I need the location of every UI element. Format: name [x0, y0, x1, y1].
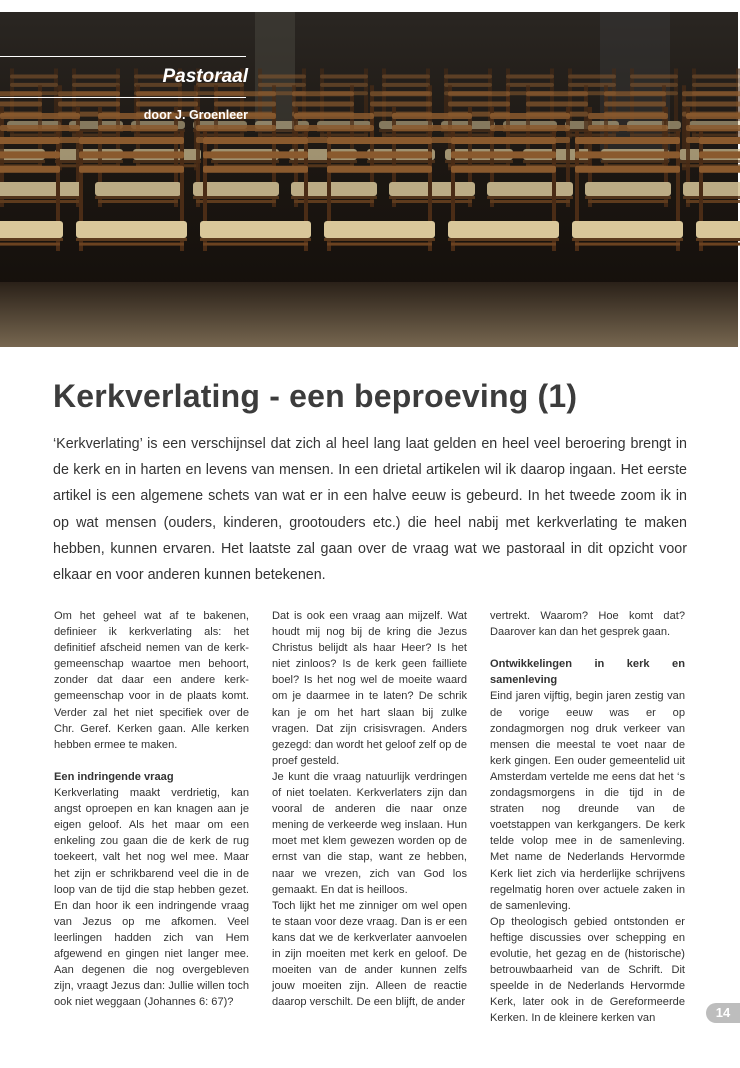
page-number: 14 [706, 1003, 740, 1023]
header-rule-top [0, 56, 246, 57]
paragraph: Om het geheel wat af te bakenen, definieer ik kerkverlating als: het definitief afscheid nemen van de kerkgemeenschap waartoe men behoort, zonder dat daar een andere kerkgemeenschap voor in de plaats komt. Verder zal het niet specifiek over de Chr. Geref. Kerken gaan. Alle kerken hebben ermee te maken. [54, 610, 249, 751]
author-byline: door J. Groenleer [143, 108, 248, 122]
article-title: Kerkverlating - een beproeving (1) [53, 378, 578, 414]
paragraph: vertrekt. Waarom? Hoe komt dat? Daarover kan dan het gesprek gaan. [490, 610, 685, 639]
subheading-ontwikkelingen: Ontwikkelingen in kerk en samenleving [490, 658, 685, 687]
paragraph: Toch lijkt het me zinniger om wel open te staan voor deze vraag. Dan is er een kans dat we de kerkverlater aanvoelen in zijn moeiten met kerk en geloof. De moeiten van de ander kunnen zelfs jouw moeiten zijn. Alleen de reactie daarop verschilt. De een blijft, de ander [272, 899, 467, 1009]
paragraph: Kerkverlating maakt verdrietig, kan angst oproepen en kan knagen aan je eigen geloof. Als het maar om een enkeling zou gaan die de kerk de rug toekeert, valt het nog wel mee. Maar het zijn er schrikbarend veel die in de loop van de tijd die stap hebben gezet. En dan hoor ik een indringende vraag van Jezus op me afkomen. Veel leerlingen hadden zich van Hem afgewend en gingen niet langer mee. Aan degenen die nog overgebleven zijn, vraagt Jezus dan: Jullie willen toch ook niet weggaan (Johannes 6: 67)? [54, 787, 249, 1009]
text-column-2 [272, 608, 467, 1013]
subheading-indringende-vraag: Een indringende vraag [54, 770, 174, 783]
text-column-1 [54, 608, 249, 1013]
paragraph: Eind jaren vijftig, begin jaren zestig van de vorige eeuw was er op zondagmorgen nog druk verkeer van mensen die meestal te voet naar de kerk gingen. Een ouder gemeentelid uit Amsterdam vertelde me eens dat het ‘s zondagsmorgens in die tijd in de straten nog dreunde van de voetstappen van kerkgangers. De kerk telde volop mee in de samenleving. Met name de Nederlands Hervormde Kerk liet zich via herderlijke schrijvens regelmatig horen over actuele zaken in de samenleving. [490, 690, 685, 912]
text-column-3 [490, 608, 685, 1025]
paragraph: Dat is ook een vraag aan mijzelf. Wat houdt mij nog bij de kring die Jezus Christus belijdt als haar Heer? Is het niet zinloos? Is de kerk geen failliete boel? Is het nog wel de moeite waard om je daarmee in te laten? De schrik kan je om het hart slaan bij zulke vragen. Dat zijn crisisvragen. Anders gezegd: dan wordt het geloof zelf op de proef gesteld. [272, 610, 467, 767]
paragraph: Je kunt die vraag natuurlijk verdringen of niet toelaten. Kerkverlaters zijn dan vooral de anderen die naar onze mening de verkeerde weg inslaan. Hun moet met klem gewezen worden op de ernst van die stap, want ze hebben, naar we vrezen, zich van God los gemaakt. En dat is heilloos. [272, 770, 467, 896]
header-photo-church-chairs [0, 12, 738, 347]
header-rule-bottom [0, 97, 246, 98]
church-chairs-illustration [0, 12, 738, 347]
section-label: Pastoraal [162, 66, 248, 87]
article-intro: ‘Kerkverlating’ is een verschijnsel dat zich al heel lang laat gelden en heel veel beroering brengt in de kerk en in harten en levens van mensen. In een drietal artikelen wil ik daarop ingaan. Het eerste artikel is een algemene schets van wat er in een halve eeuw is gebeurd. In het tweede zoom ik in op wat mensen (ouders, kinderen, grootouders etc.) die heel nabij met kerkverlating te maken hebben, kunnen ervaren. Het laatste zal gaan over de vraag wat we pastoraal in dit opzicht voor elkaar en voor anderen kunnen betekenen. [53, 436, 687, 584]
paragraph: Op theologisch gebied ontstonden er heftige discussies over schepping en evolutie, het gezag en de (historische) betrouwbaarheid van de Schrift. Dit speelde in de Nederlands Hervormde Kerk, later ook in de Gereformeerde Kerken. In de kleinere kerken van [490, 915, 685, 1025]
